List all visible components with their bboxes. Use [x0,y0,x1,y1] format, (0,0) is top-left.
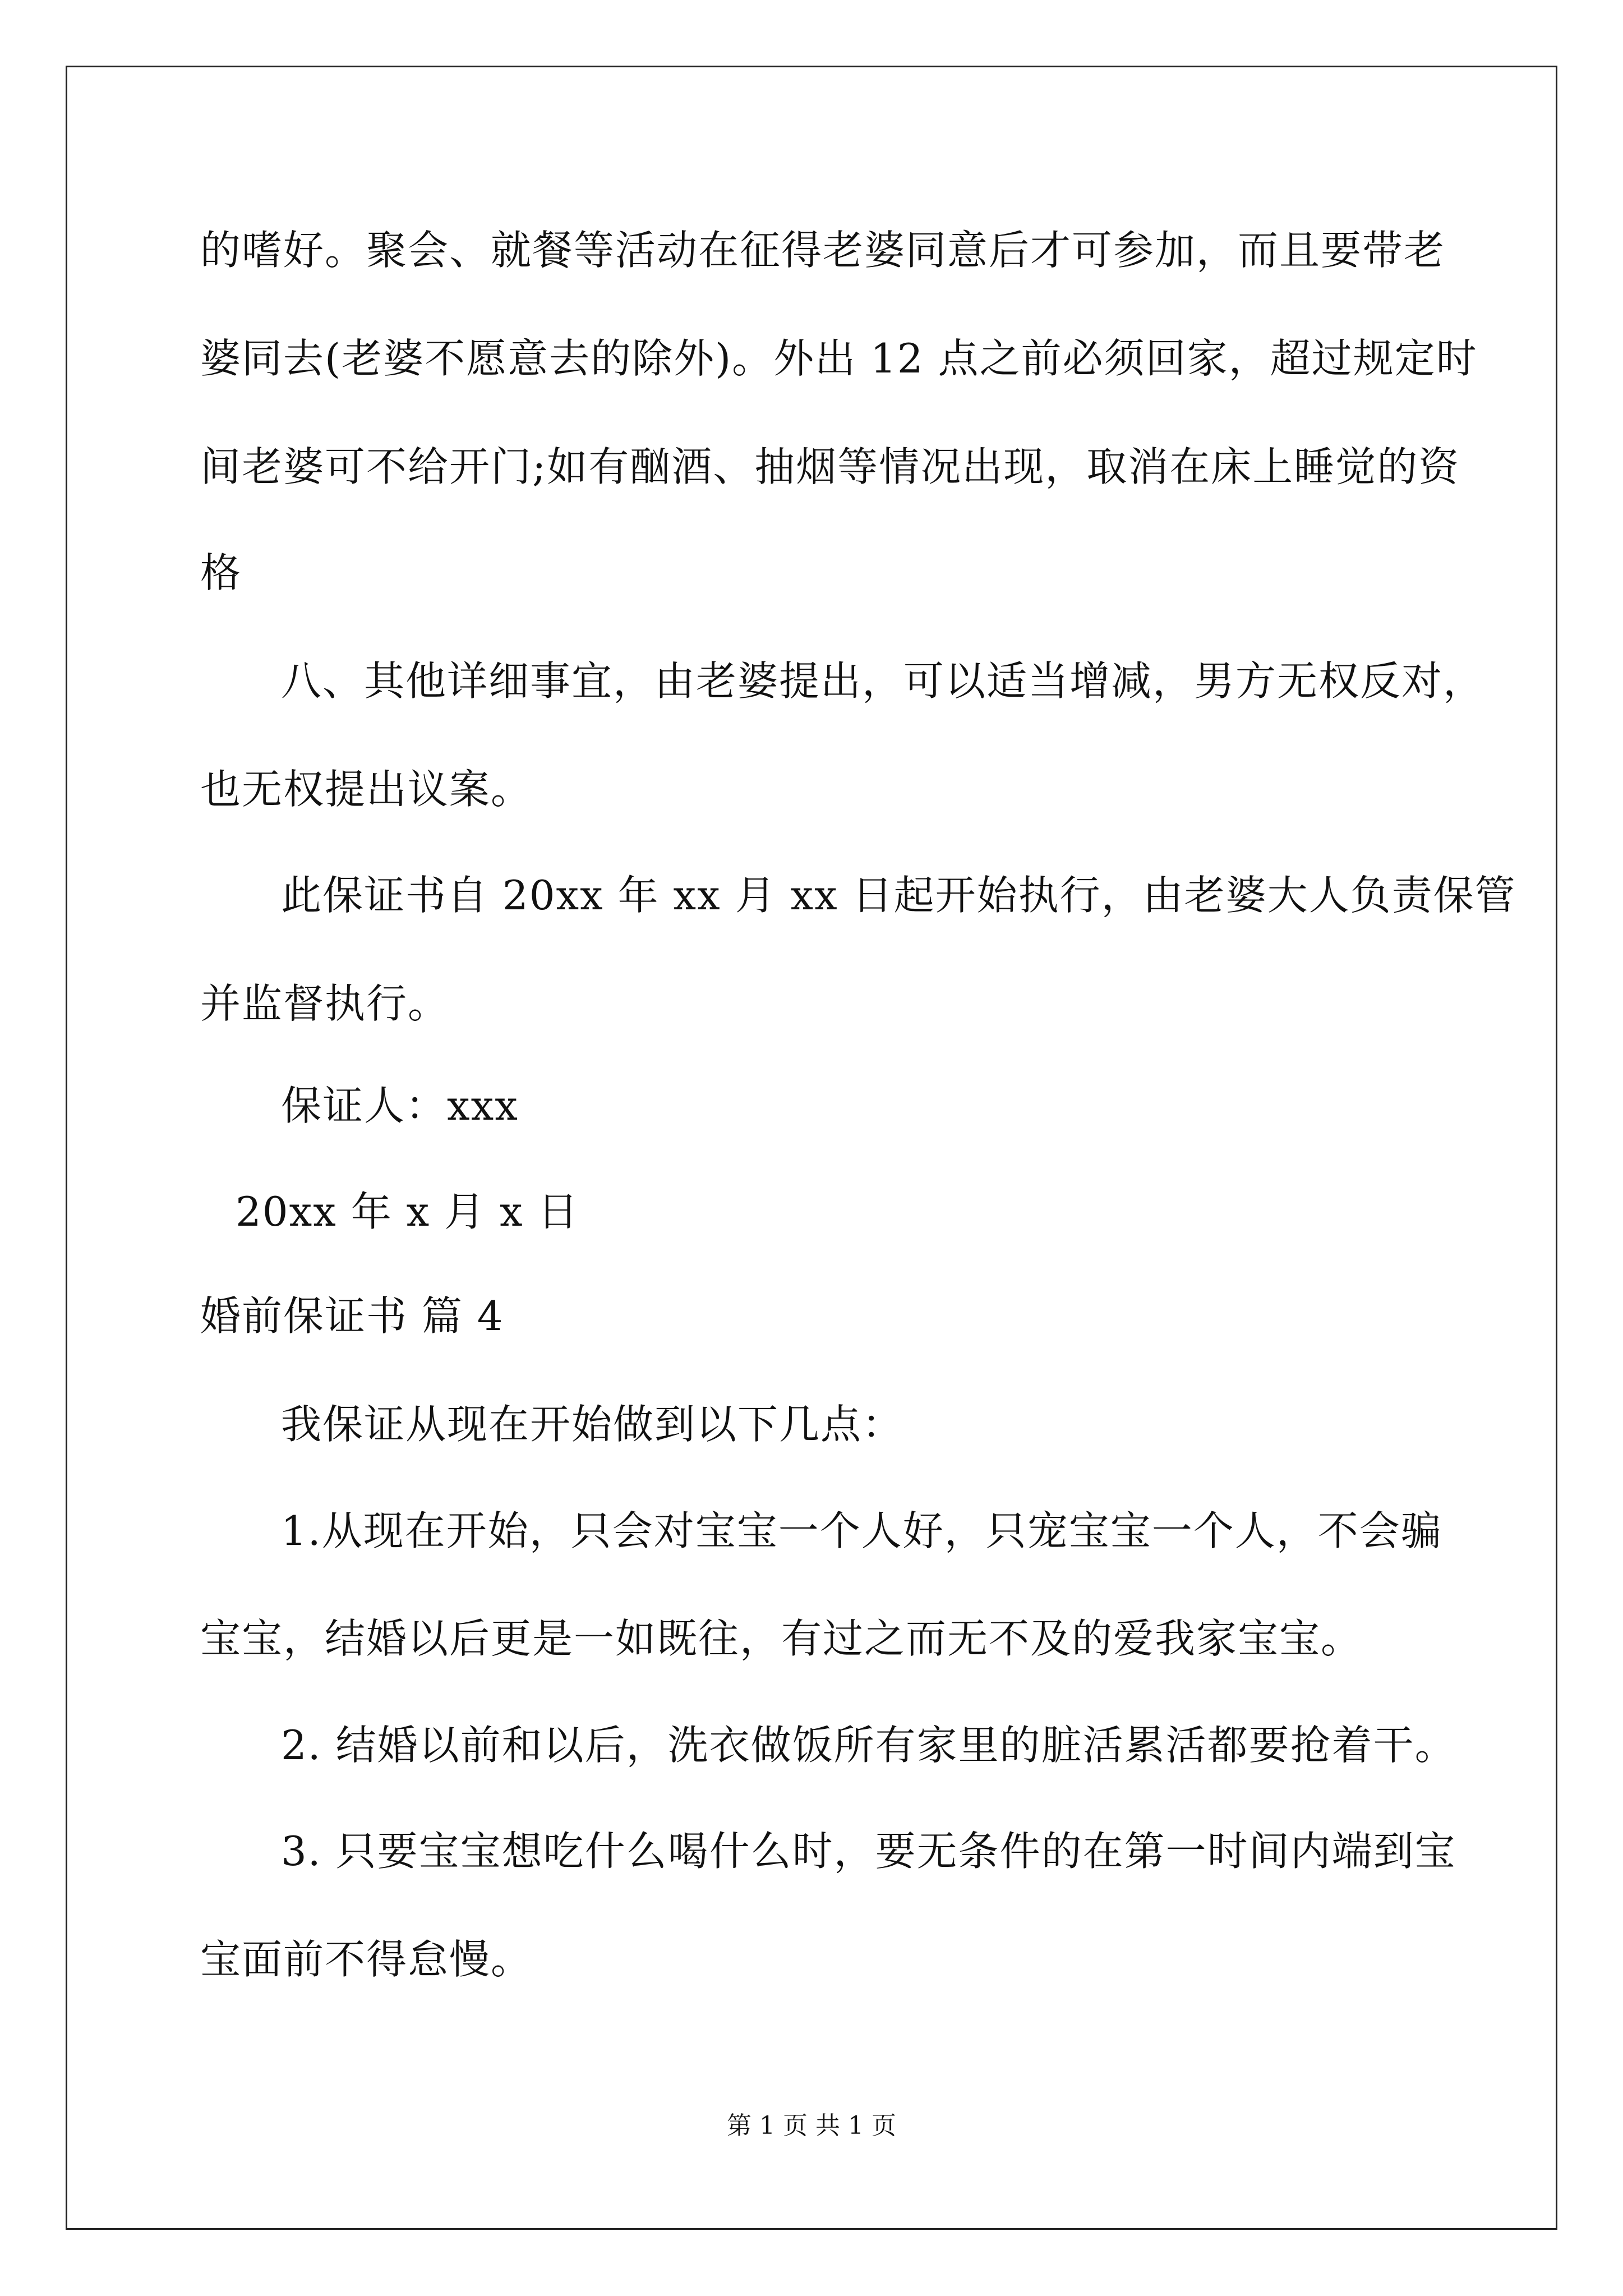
section-heading: 婚前保证书 篇 4 [200,1292,504,1340]
body-line-7: 此保证书自 20xx 年 xx 月 xx 日起开始执行，由老婆大人负责保管 [281,872,1516,919]
body-line-5: 八、其他详细事宜，由老婆提出，可以适当增减，男方无权反对， [281,657,1485,705]
body-line-16: 3. 只要宝宝想吃什么喝什么时，要无条件的在第一时间内端到宝 [281,1828,1456,1875]
date-line: 20xx 年 x 月 x 日 [236,1188,579,1235]
body-line-8: 并监督执行。 [200,980,450,1027]
body-line-3: 间老婆可不给开门;如有酗酒、抽烟等情况出现，取消在床上睡觉的资 [200,443,1460,490]
body-line-2: 婆同去(老婆不愿意去的除外)。外出 12 点之前必须回家，超过规定时 [200,335,1478,382]
body-line-12: 我保证从现在开始做到以下几点： [281,1401,904,1448]
body-line-17: 宝面前不得怠慢。 [200,1936,533,1983]
page-border [66,66,1557,2230]
body-line-15: 2. 结婚以前和以后，洗衣做饭所有家里的脏活累活都要抢着干。 [281,1722,1456,1769]
body-line-14: 宝宝，结婚以后更是一如既往，有过之而无不及的爱我家宝宝。 [200,1615,1363,1662]
body-line-1: 的嗜好。聚会、就餐等活动在征得老婆同意后才可参加，而且要带老 [200,227,1446,274]
body-line-6: 也无权提出议案。 [200,766,533,813]
signer-line: 保证人：xxx [281,1082,519,1129]
page-footer: 第 1 页 共 1 页 [727,2111,896,2140]
body-line-4: 格 [200,549,242,596]
body-line-13: 1.从现在开始，只会对宝宝一个人好，只宠宝宝一个人，不会骗 [281,1507,1442,1554]
